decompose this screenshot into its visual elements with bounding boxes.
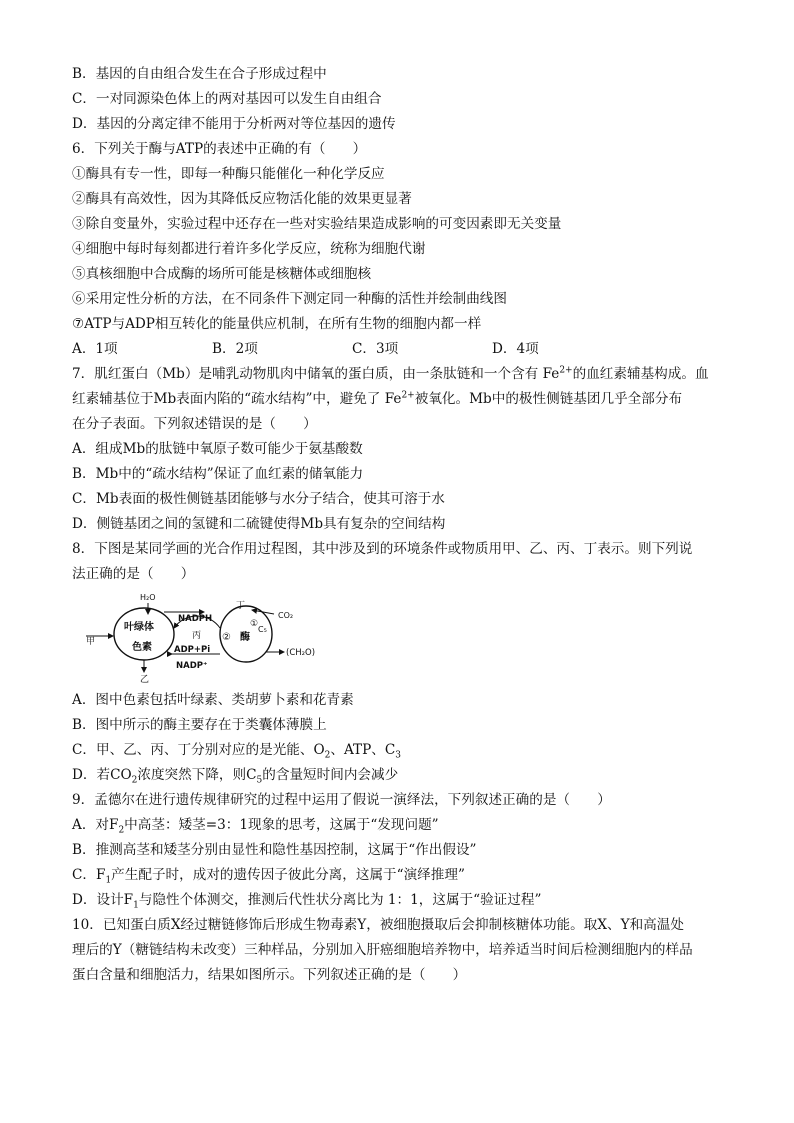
label-nadph: NADPH bbox=[178, 614, 213, 624]
label-h2o: H₂O bbox=[140, 593, 156, 602]
label-circle-1: ① bbox=[250, 619, 259, 629]
q6-statement-1: ①酶具有专一性，即每一种酶只能催化一种化学反应 bbox=[72, 166, 385, 182]
q6-statement-4: ④细胞中每时每刻都进行着许多化学反应，统称为细胞代谢 bbox=[72, 241, 426, 257]
q7-option-a: A．组成Mb的肽链中氧原子数可能少于氨基酸数 bbox=[72, 441, 363, 457]
q6-option-b: B．2项 bbox=[212, 341, 258, 357]
q8-option-b: B．图中所示的酶主要存在于类囊体薄膜上 bbox=[72, 717, 327, 733]
q9-option-a: A．对$F_2$中高茎：矮茎=3：1现象的思考，这属于“发现问题” bbox=[72, 817, 439, 836]
photosynthesis-diagram bbox=[86, 588, 326, 684]
q10-stem-line2: 理后的Y（糖链结构未改变）三种样品，分别加入肝癌细胞培养物中，培养适当时间后检测细胞内的样品 bbox=[72, 942, 693, 958]
q5-option-c: C．一对同源染色体上的两对基因可以发生自由组合 bbox=[72, 91, 382, 107]
label-adp-pi: ADP+Pi bbox=[174, 645, 211, 655]
label-nadp: NADP⁺ bbox=[176, 661, 208, 671]
q7-stem-line2: 红素辅基位于Mb表面内陷的“疏水结构”中，避免了 $Fe^{2+}$被氧化。Mb中的极性侧链基团几乎全部分布 bbox=[72, 390, 683, 407]
q8-stem-line2: 法正确的是（ ） bbox=[72, 566, 195, 582]
q7-option-c: C．Mb表面的极性侧链基团能够与水分子结合，使其可溶于水 bbox=[72, 491, 445, 507]
label-chloroplast: 叶绿体 bbox=[124, 622, 154, 633]
q6-statement-2: ②酶具有高效性，因为其降低反应物活化能的效果更显著 bbox=[72, 191, 412, 207]
label-yi: 乙 bbox=[140, 675, 150, 684]
q7-option-b: B．Mb中的“疏水结构”保证了血红素的储氧能力 bbox=[72, 466, 364, 482]
q8-option-c: C．甲、乙、丙、丁分别对应的是光能、$O_2$、ATP、$C_3$ bbox=[72, 742, 401, 761]
label-enzyme: 酶 bbox=[240, 632, 250, 643]
label-circle-2: ② bbox=[222, 632, 231, 643]
q7-stem-line3: 在分子表面。下列叙述错误的是（ ） bbox=[72, 416, 317, 432]
q10-stem-line3: 蛋白含量和细胞活力，结果如图所示。下列叙述正确的是（ ） bbox=[72, 967, 467, 983]
q6-stem: 6．下列关于酶与ATP的表述中正确的有（ ） bbox=[72, 141, 367, 157]
q6-statement-3: ③除自变量外，实验过程中还存在一些对实验结果造成影响的可变因素即无关变量 bbox=[72, 216, 562, 232]
q9-stem: 9．孟德尔在进行遗传规律研究的过程中运用了假说一演绎法，下列叙述正确的是（ ） bbox=[72, 792, 611, 808]
label-pigment: 色素 bbox=[132, 642, 152, 653]
q6-statement-6: ⑥采用定性分析的方法，在不同条件下测定同一种酶的活性并绘制曲线图 bbox=[72, 291, 507, 307]
q7-option-d: D．侧链基团之间的氢键和二硫键使得Mb具有复杂的空间结构 bbox=[72, 516, 446, 532]
label-ding: 丁 bbox=[236, 601, 246, 611]
q8-option-d: D．若$CO_2$浓度突然下降，则$C_5$的含量短时间内会减少 bbox=[72, 767, 399, 786]
q6-option-d: D．4项 bbox=[492, 341, 539, 357]
q9-option-c: C．$F_1$产生配子时，成对的遗传因子彼此分离，这属于“演绎推理” bbox=[72, 867, 465, 886]
label-ch2o: (CH₂O) bbox=[286, 648, 316, 658]
q6-statement-7: ⑦ATP与ADP相互转化的能量供应机制，在所有生物的细胞内都一样 bbox=[72, 316, 482, 332]
q9-option-d: D．设计$F_1$与隐性个体测交，推测后代性状分离比为 1：1，这属于“验证过程” bbox=[72, 892, 542, 911]
q6-statement-5: ⑤真核细胞中合成酶的场所可能是核糖体或细胞核 bbox=[72, 266, 372, 282]
q5-option-b: B．基因的自由组合发生在合子形成过程中 bbox=[72, 66, 327, 82]
label-c5: C₅ bbox=[258, 625, 267, 634]
q6-option-c: C．3项 bbox=[352, 341, 399, 357]
q9-option-b: B．推测高茎和矮茎分别由显性和隐性基因控制，这属于“作出假设” bbox=[72, 842, 477, 858]
q8-option-a: A．图中色素包括叶绿素、类胡萝卜素和花青素 bbox=[72, 692, 354, 708]
q6-option-a: A．1项 bbox=[72, 341, 118, 357]
q10-stem-line1: 10．已知蛋白质X经过糖链修饰后形成生物毒素Y，被细胞摄取后会抑制核糖体功能。取X、Y和高温处 bbox=[72, 917, 684, 933]
label-co2: CO₂ bbox=[278, 611, 294, 620]
label-bing: 丙 bbox=[192, 631, 202, 641]
q7-stem-line1: 7．肌红蛋白（Mb）是哺乳动物肌肉中储氧的蛋白质，由一条肽链和一个含有 $Fe^{2+}$的血红素辅基构成。血 bbox=[72, 365, 709, 382]
q5-option-d: D．基因的分离定律不能用于分析两对等位基因的遗传 bbox=[72, 116, 396, 132]
q8-stem-line1: 8．下图是某同学画的光合作用过程图，其中涉及到的环境条件或物质用甲、乙、丙、丁表示。则下列说 bbox=[72, 541, 693, 557]
label-jia: 甲 bbox=[86, 637, 96, 647]
